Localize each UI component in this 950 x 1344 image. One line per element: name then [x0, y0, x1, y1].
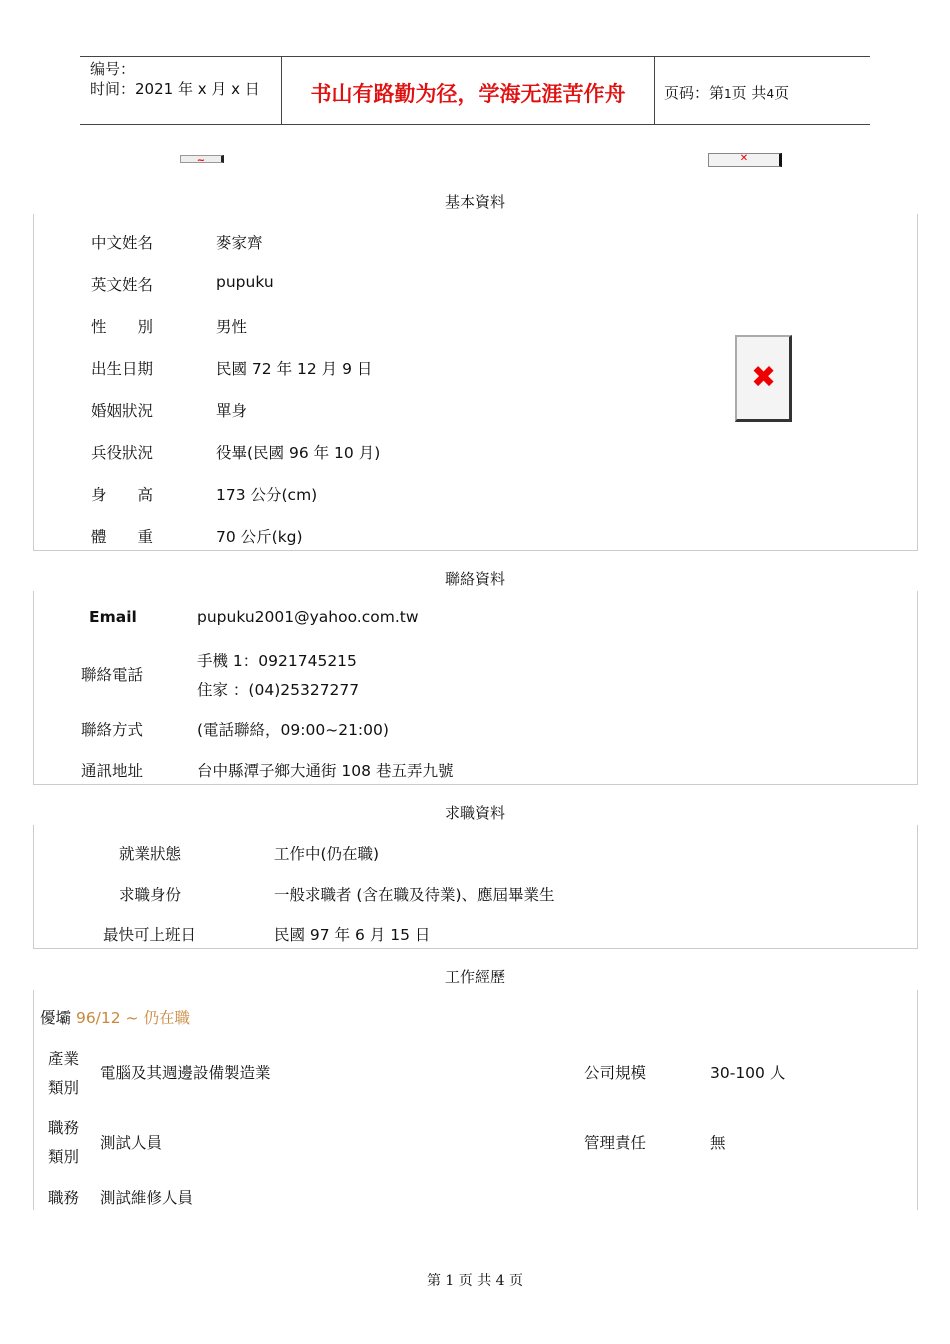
broken-image-icon: ✖ — [751, 360, 777, 395]
basic-label: 性 別 — [91, 318, 154, 336]
email-label: Email — [89, 608, 137, 626]
basic-label: 英文姓名 — [91, 276, 154, 294]
section-title-job: 求職資料 — [444, 804, 505, 822]
role-category-value: 測試人員 — [100, 1134, 163, 1152]
company-size-value: 30-100 人 — [710, 1064, 786, 1082]
page-mid: 页 共 — [731, 84, 767, 102]
home-phone-value: 住家 ：(04)25327277 — [197, 681, 360, 699]
job-label: 就業狀態 — [119, 845, 182, 863]
profile-photo — [735, 335, 792, 422]
mobile-phone-value: 手機 1：0921745215 — [197, 652, 357, 670]
role-category-label: 類別 — [48, 1148, 80, 1166]
job-panel — [33, 825, 918, 949]
basic-value: 173 公分(cm) — [216, 486, 318, 504]
address-label: 通訊地址 — [81, 762, 144, 780]
management-value: 無 — [710, 1134, 726, 1152]
basic-value: 民國 72 年 12 月 9 日 — [216, 360, 373, 378]
document-time-label: 时间：2021 年 x 月 x 日 — [90, 80, 260, 98]
address-value: 台中縣潭子鄉大通街 108 巷五弄九號 — [197, 762, 454, 780]
contact-method-label: 聯絡方式 — [81, 721, 144, 739]
page-current: 1 — [724, 87, 732, 101]
basic-value: 70 公斤(kg) — [216, 528, 303, 546]
contact-method-value: (電話聯絡，09:00~21:00) — [197, 721, 389, 739]
basic-label: 中文姓名 — [91, 234, 154, 252]
basic-value: 單身 — [216, 402, 248, 420]
header-divider — [654, 56, 655, 125]
basic-label: 體 重 — [91, 528, 154, 546]
broken-image-icon: ✕ — [708, 153, 782, 167]
document-number-label: 编号： — [90, 60, 136, 78]
industry-label: 產業 — [48, 1050, 80, 1068]
header-top-rule — [80, 56, 870, 57]
basic-value: 男性 — [216, 318, 248, 336]
section-title-basic: 基本資料 — [444, 193, 505, 211]
role-category-label: 職務 — [48, 1119, 80, 1137]
page-suffix: 页 — [774, 84, 790, 102]
phone-label: 聯絡電話 — [81, 666, 144, 684]
header-bottom-rule — [80, 124, 870, 125]
job-value: 民國 97 年 6 月 15 日 — [274, 926, 431, 944]
page-prefix: 页码：第 — [664, 84, 725, 102]
page-total: 4 — [766, 87, 775, 101]
duty-value: 測試維修人員 — [100, 1189, 194, 1207]
section-title-contact: 聯絡資料 — [444, 570, 505, 588]
basic-label: 兵役狀況 — [91, 444, 154, 462]
header-page-number — [664, 82, 789, 103]
duty-label: 職務 — [48, 1189, 80, 1207]
basic-label: 身 高 — [91, 486, 154, 504]
management-label: 管理責任 — [584, 1134, 647, 1152]
basic-value: 麥家齊 — [216, 234, 263, 252]
industry-value: 電腦及其週邊設備製造業 — [100, 1064, 271, 1082]
header-motto: 书山有路勤为径，学海无涯苦作舟 — [310, 81, 626, 106]
company-line — [40, 1006, 190, 1028]
email-value[interactable]: pupuku2001@yahoo.com.tw — [197, 608, 419, 626]
basic-label: 出生日期 — [91, 360, 154, 378]
basic-value: 役畢(民國 96 年 10 月) — [216, 444, 381, 462]
company-name: 優壩 — [40, 1009, 72, 1027]
header-meta — [90, 59, 260, 99]
contact-panel — [33, 591, 918, 785]
broken-image-icon: ~ — [180, 155, 224, 163]
section-title-work: 工作經歷 — [444, 968, 505, 986]
employment-dates: 96/12 ~ 仍在職 — [75, 1009, 190, 1027]
basic-value: pupuku — [216, 273, 274, 291]
job-value: 一般求職者 (含在職及待業)、應屆畢業生 — [274, 886, 555, 904]
company-size-label: 公司規模 — [584, 1064, 647, 1082]
basic-label: 婚姻狀況 — [91, 402, 154, 420]
job-label: 最快可上班日 — [103, 926, 197, 944]
job-value: 工作中(仍在職) — [274, 845, 380, 863]
job-label: 求職身份 — [119, 886, 182, 904]
industry-label: 類別 — [48, 1079, 80, 1097]
page-footer: 第 1 页 共 4 页 — [426, 1273, 524, 1289]
